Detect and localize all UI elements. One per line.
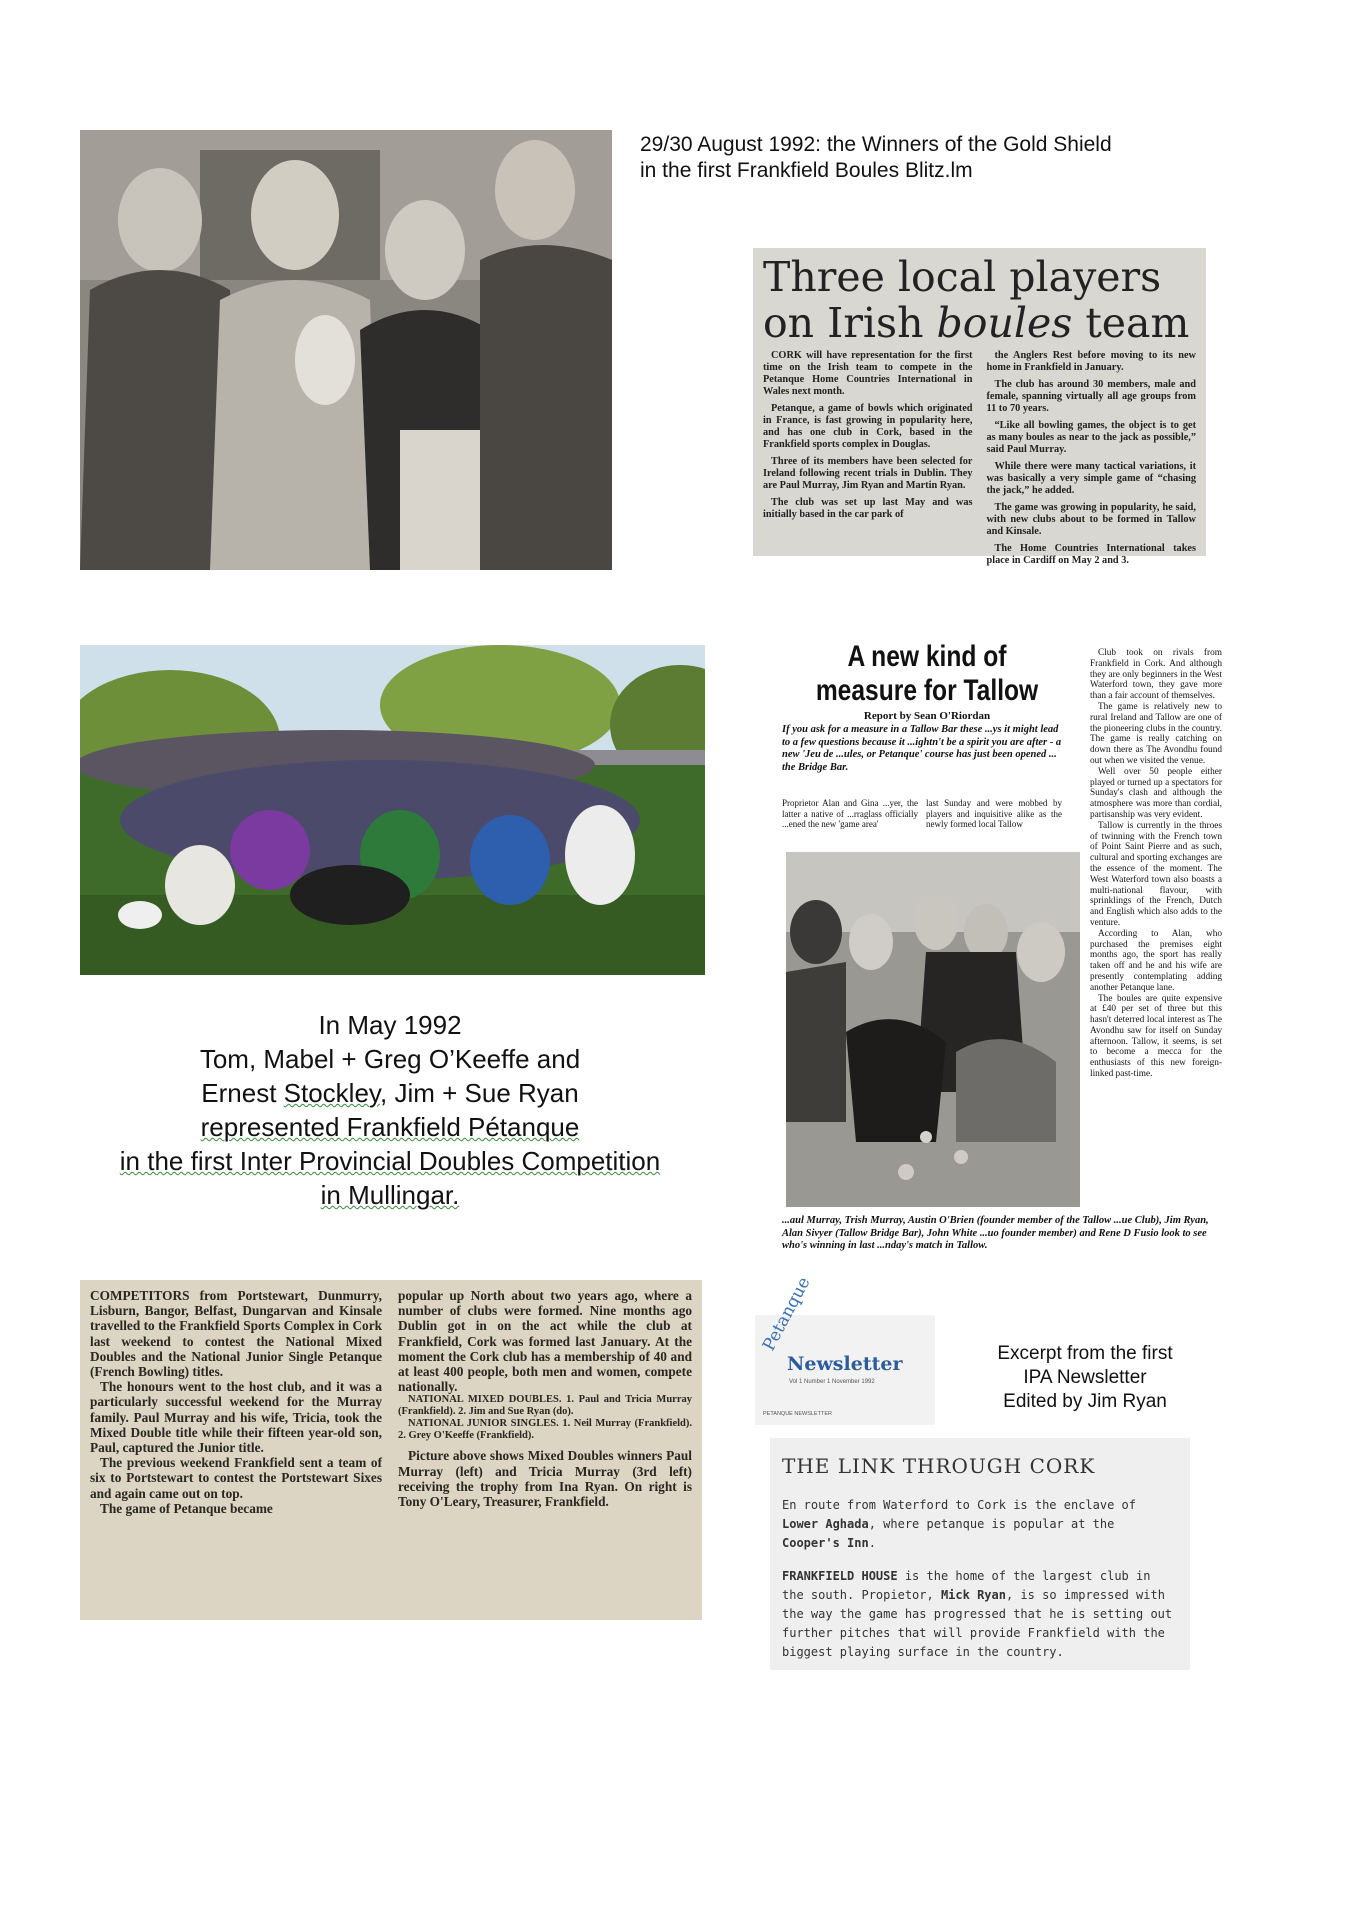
tallow-lead: If you ask for a measure in a Tallow Bar these ...ys it might lead to a few questions because it ...ightn't be a spirit you are after - a new 'Jeu de ...ules, or Petanque' course has just been opened ... the Bridge Bar. <box>782 724 1062 773</box>
caption-line: 29/30 August 1992: the Winners of the Gold Shield <box>640 133 1112 156</box>
tallow-intro-columns: Proprietor Alan and Gina ...yer, the latter a native of ...rraglass officially ...ened the new 'game area' last Sunday and were mobbed by players and inquisitive alike as the newly formed local Tallow <box>782 798 1062 829</box>
excerpt-paragraph: En route from Waterford to Cork is the enclave of Lower Aghada, where petanque is popular at the Cooper's Inn. <box>782 1498 1137 1550</box>
competitors-column-1: COMPETITORS from Portstewart, Dunmurry, Lisburn, Bangor, Belfast, Dungarvan and Kinsale travelled to the Frankfield Sports Complex in Cork last weekend to contest the National Mixed Doubles and the National Junior Single Petanque (French Bowling) titles. The honours went to the host club, and it was a particularly successful weekend for the Murray family. Paul Murray and his wife, Tricia, took the Mixed Double title while their fifteen year-old son, Paul, captured the Junior title. The previous weekend Frankfield sent a team of six to Portstewart to contest the Portstewart Sixes and again came out on top. The game of Petanque became <box>90 1288 382 1516</box>
photo-gold-shield-winners <box>80 130 612 570</box>
caption-line: Tom, Mabel + Greg O’Keeffe and <box>199 1044 581 1074</box>
newsletter-volume: Vol 1 Number 1 November 1992 <box>789 1379 875 1385</box>
tallow-headline: A new kind of measure for Tallow <box>815 640 1039 707</box>
newsletter-footer: PETANQUE NEWSLETTER <box>763 1411 832 1417</box>
caption-line: in Mullingar. <box>320 1180 460 1210</box>
headline-line: Three local players <box>763 253 1162 301</box>
caption-line: Edited by Jim Ryan <box>1003 1391 1167 1412</box>
tallow-photo-caption: ...aul Murray, Trish Murray, Austin O'Brien (founder member of the Tallow ...ue Club), Jim Ryan, Alan Sivyer (Tallow Bridge Bar), John White ...uo founder member) and Rene D Fusio look to see who's winning in last ...nday's match in Tallow. <box>782 1215 1209 1251</box>
caption-line: Excerpt from the first <box>997 1343 1173 1364</box>
clipping-competitors <box>80 1280 702 1620</box>
tallow-right-column: Club took on rivals from Frankfield in Cork. And although they are only beginners in the West Waterford town, they gave more than a fair account of themselves. The game is relatively new to rural Ireland and Tallow are one of the pioneering clubs in the country. The game is really catching on down there as The Avondhu found out when we visited the venue. Well over 50 people either played or turned up a spectators for Sunday's clash and although the atmosphere was more than cordial, partisanship was very evident. Tallow is currently in the throes of twinning with the French town of Point Saint Pierre and as such, cultural and sporting exchanges are the essence of the moment. The West Waterford town also boasts a multi-national flavour, with sprinklings of the French, Dutch and English which also adds to the venture. According to Alan, who purchased the premises eight months ago, the sport has really taken off and he and his wife are presently contemplating adding another Petanque lane. The boules are quite expensive at £40 per set of three but this hasn't deterred local interest as The Avondhu saw for itself on Sunday afternoon. Tallow, it seems, is set to become a mecca for the enthusiasts of this new foreign-linked past-time. <box>1090 648 1222 1080</box>
caption-line: IPA Newsletter <box>1023 1367 1147 1388</box>
clipping-headline <box>763 254 1196 346</box>
tallow-byline: Report by Sean O'Riordan <box>863 710 991 722</box>
caption-line: In May 1992 <box>318 1010 462 1040</box>
caption-line: in the first Inter Provincial Doubles Competition <box>119 1146 661 1176</box>
caption-line: Ernest Stockley, Jim + Sue Ryan <box>201 1078 579 1108</box>
may-1992-caption <box>60 1008 720 1212</box>
newsletter-excerpt-link-through-cork <box>770 1438 1190 1670</box>
headline-line: on Irish boules team <box>763 299 1190 347</box>
photo-tallow-match <box>786 852 1080 1207</box>
excerpt-caption <box>960 1342 1210 1414</box>
excerpt-title: THE LINK THROUGH CORK <box>782 1454 1096 1478</box>
newsletter-arc-word: Petanque <box>759 1273 815 1355</box>
caption-line: represented Frankfield Pétanque <box>200 1112 580 1142</box>
clipping-column-1: CORK will have representation for the first time on the Irish team to compete in the Petanque Home Countries International in Wales next month. Petanque, a game of bowls which originated in France, is fast growing in popularity here, and has one club in Cork, based in the Frankfield sports complex in Douglas. Three of its members have been selected for Ireland following recent trials in Dublin. They are Paul Murray, Jim Ryan and Martin Ryan. The club was set up last May and was initially based in the car park of <box>763 350 973 520</box>
photo-group-mullingar <box>80 645 705 975</box>
clipping-column-2: the Anglers Rest before moving to its new home in Frankfield in January. The club has around 30 members, male and female, spanning virtually all age groups from 11 to 70 years. “Like all bowling games, the object is to get as many boules as near to the jack as possible,” said Paul Murray. While there were many tactical variations, it was basically a very simple game of “chasing the jack,” he added. The game was growing in popularity, he said, with new clubs about to be formed in Tallow and Kinsale. The Home Countries International takes place in Cardiff on May 2 and 3. <box>986 350 1196 566</box>
newsletter-title: Newsletter <box>787 1353 903 1375</box>
clipping-tallow <box>782 640 1222 1285</box>
newsletter-masthead <box>755 1273 935 1425</box>
excerpt-paragraph: FRANKFIELD HOUSE is the home of the largest club in the south. Propietor, Mick Ryan, is so impressed with the way the game has progressed that he is setting out further pitches that will provide Frankfield with the biggest playing surface in the country. <box>782 1569 1173 1659</box>
competitors-column-2: popular up North about two years ago, where a number of clubs were formed. Nine months ago Dublin got in on the act while the club at Frankfield, Cork was formed last January. At the moment the Cork club has a membership of 40 and at least 400 people, both men and women, compete nationally. NATIONAL MIXED DOUBLES. 1. Paul and Tricia Murray (Frankfield). 2. Jim and Sue Ryan (do). NATIONAL JUNIOR SINGLES. 1. Neil Murray (Frankfield). 2. Grey O'Keeffe (Frankfield). Picture above shows Mixed Doubles winners Paul Murray (left) and Tricia Murray (3rd left) receiving the trophy from Ina Ryan. On right is Tony O'Leary, Treasurer, Frankfield. <box>398 1288 692 1510</box>
caption-line: in the first Frankfield Boules Blitz.lm <box>640 159 973 182</box>
clipping-three-local-players <box>753 248 1206 566</box>
gold-shield-caption <box>640 132 1240 184</box>
